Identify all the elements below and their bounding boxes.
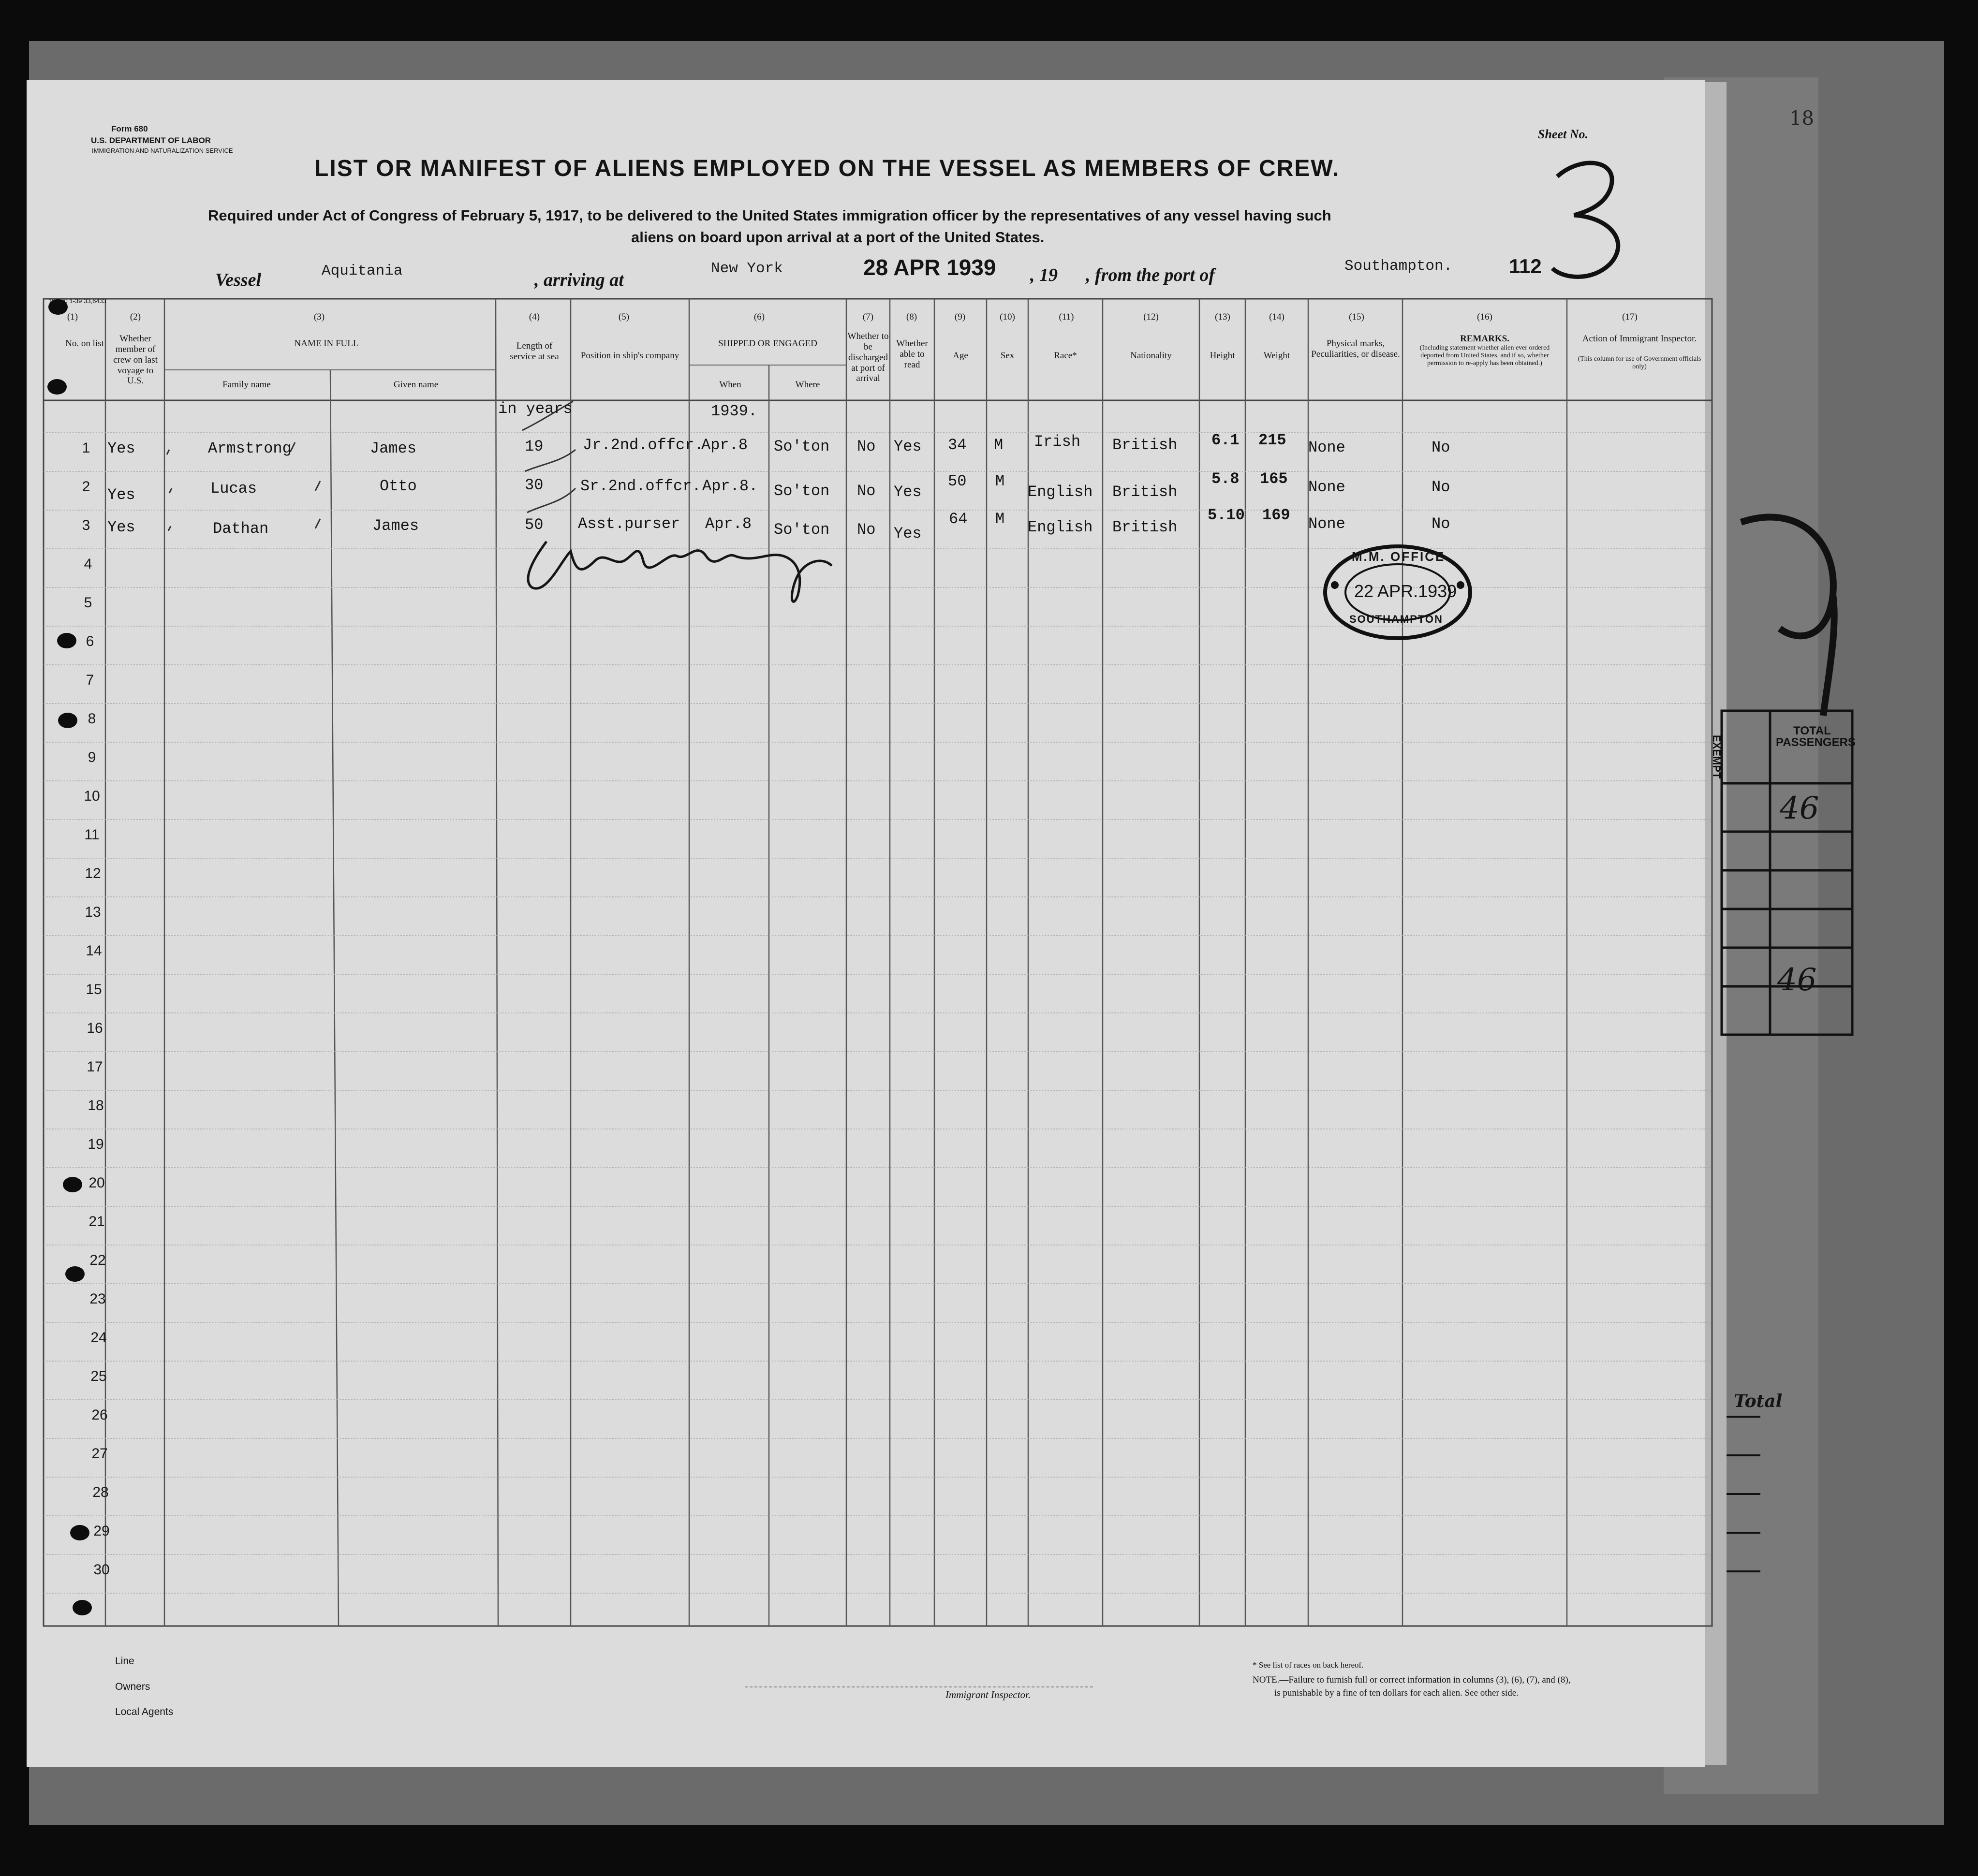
- col-header-weight: Weight: [1263, 351, 1290, 361]
- footer-owners-label: Owners: [115, 1681, 150, 1692]
- row1-weight: 215: [1258, 431, 1286, 449]
- corner-pencil-number: 18: [1789, 107, 1814, 130]
- footer-note-races: * See list of races on back hereof.: [1253, 1660, 1364, 1670]
- row2-shipped-where: So'ton: [774, 482, 830, 500]
- subtitle-line-2: aliens on board upon arrival at a port of the United States.: [631, 229, 1045, 246]
- row-number: 28: [92, 1484, 109, 1500]
- row-number: 14: [86, 943, 102, 959]
- row3-family-name: Dathan: [213, 520, 269, 538]
- row-number: 1: [82, 440, 90, 456]
- col-header-inspector-action: Action of Immigrant Inspector.: [1582, 334, 1697, 344]
- row2-family-name: Lucas: [210, 480, 257, 498]
- row3-nationality: British: [1112, 518, 1178, 536]
- col-number-10: (10): [1000, 312, 1015, 322]
- tally-value-2: 46: [1777, 962, 1817, 998]
- col-header-remarks: REMARKS.: [1460, 334, 1509, 344]
- sub-header-given-name: Given name: [393, 380, 439, 390]
- row1-shipped-where: So'ton: [774, 438, 830, 455]
- year-label: , 19: [1030, 265, 1058, 285]
- inspector-note: (This column for use of Government officials only): [1578, 355, 1701, 371]
- sheet-number-text: [1557, 160, 1558, 161]
- col-header-last-voyage: Whether member of crew on last voyage to U.S.: [113, 334, 158, 386]
- sub-header-when: When: [719, 380, 741, 390]
- col-header-able-to-read: Whether able to read: [896, 338, 928, 370]
- row2-race: English: [1028, 483, 1093, 501]
- tally-side-word: Total: [1734, 1391, 1783, 1411]
- row3-race: English: [1028, 518, 1093, 536]
- row1-physical-marks: None: [1308, 439, 1345, 456]
- print-code: 10,000 1-39 33,6433: [48, 297, 106, 305]
- row-number: 30: [93, 1562, 110, 1578]
- row-number: 18: [88, 1098, 104, 1114]
- row3-shipped-when: Apr.8: [705, 515, 752, 533]
- row3-remarks: No: [1432, 515, 1450, 533]
- row1-given-name: James: [370, 440, 417, 457]
- arrival-date-stamp: 28 APR 1939: [863, 255, 996, 280]
- col-number-14: (14): [1269, 312, 1284, 322]
- col-header-physical-marks: Physical marks, Peculiarities, or disease.: [1311, 338, 1400, 359]
- col-number-16: (16): [1477, 312, 1492, 322]
- row1-shipped-when: Apr.8: [701, 436, 748, 454]
- row2-height: 5.8: [1211, 470, 1240, 488]
- service-name: IMMIGRATION AND NATURALIZATION SERVICE: [92, 147, 233, 154]
- col-number-7: (7): [862, 312, 874, 322]
- row-number: 15: [86, 982, 102, 997]
- row-number: 29: [93, 1523, 110, 1539]
- row1-sex: M: [994, 436, 1004, 454]
- col-number-13: (13): [1215, 312, 1230, 322]
- department-name: U.S. DEPARTMENT OF LABOR: [91, 136, 211, 145]
- tally-value-1: 46: [1780, 791, 1819, 826]
- footer-line-label: Line: [115, 1656, 134, 1667]
- row-number: 8: [88, 711, 96, 727]
- row1-position: Jr.2nd.offcr.: [583, 436, 704, 454]
- row2-shipped-when: Apr.8.: [702, 477, 758, 495]
- row-number: 12: [85, 865, 101, 881]
- service-unit-note: in years: [498, 400, 573, 418]
- row-number: 4: [84, 556, 92, 572]
- row1-height: 6.1: [1211, 431, 1240, 449]
- row1-service-years: 19: [525, 438, 544, 455]
- vessel-name: Aquitania: [322, 263, 403, 279]
- row-number: 21: [89, 1214, 105, 1230]
- row-number: 3: [82, 517, 90, 533]
- row1-remarks: No: [1432, 439, 1450, 456]
- row1-age: 34: [948, 436, 967, 454]
- col-number-6: (6): [753, 312, 765, 322]
- col-number-15: (15): [1349, 312, 1364, 322]
- col-number-11: (11): [1059, 312, 1074, 322]
- col-number-17: (17): [1622, 312, 1638, 322]
- row-number: 5: [84, 595, 92, 611]
- col-number-2: (2): [130, 312, 141, 322]
- inspector-signature-line: [745, 1686, 1093, 1687]
- row-number: 25: [90, 1368, 107, 1384]
- col-header-age: Age: [953, 351, 968, 361]
- col-number-4: (4): [529, 312, 540, 322]
- row3-discharged: No: [857, 521, 876, 539]
- col-number-9: (9): [954, 312, 966, 322]
- row3-height: 5.10: [1208, 506, 1245, 524]
- row-number: 2: [82, 479, 90, 495]
- row2-position: Sr.2nd.offcr.: [580, 477, 701, 495]
- row-number: 10: [84, 788, 100, 804]
- col-header-height: Height: [1210, 351, 1235, 361]
- row-number: 6: [86, 633, 94, 649]
- row-number: 7: [86, 672, 94, 688]
- row2-able-to-read: Yes: [894, 483, 922, 501]
- remarks-note: (Including statement whether alien ever ordered deported from United States, and if so, whether permission to re-apply has been obtained.): [1419, 344, 1550, 367]
- col-header-name-in-full: NAME IN FULL: [294, 338, 359, 349]
- subtitle-line-1: Required under Act of Congress of February 5, 1917, to be delivered to the United States immigration officer by the representatives of any vessel having such: [208, 207, 1331, 224]
- row1-last-voyage: Yes: [107, 440, 135, 457]
- row3-position: Asst.purser: [578, 515, 680, 533]
- row-number: 22: [89, 1252, 106, 1268]
- col-header-race: Race*: [1054, 351, 1077, 361]
- col-header-position: Position in ship's company: [580, 351, 679, 361]
- arriving-label: , arriving at: [534, 270, 624, 290]
- row1-discharged: No: [857, 438, 876, 455]
- col-header-discharged: Whether to be discharged at port of arrival: [847, 331, 889, 384]
- col-header-sex: Sex: [1000, 351, 1015, 361]
- sub-header-family-name: Family name: [222, 380, 271, 390]
- row-number: 26: [91, 1407, 108, 1423]
- shipped-year: 1939.: [711, 402, 758, 420]
- row3-age: 64: [949, 510, 968, 528]
- col-number-8: (8): [906, 312, 917, 322]
- tally-exempt-label: EXEMPT: [1711, 735, 1723, 779]
- row3-last-voyage: Yes: [107, 518, 135, 536]
- from-port-label: , from the port of: [1086, 265, 1215, 285]
- page-title: LIST OR MANIFEST OF ALIENS EMPLOYED ON THE VESSEL AS MEMBERS OF CREW.: [314, 156, 1340, 181]
- row2-service-years: 30: [525, 476, 544, 494]
- list-number: 112: [1509, 255, 1542, 278]
- row3-weight: 169: [1262, 506, 1290, 524]
- footer-inspector-label: Immigrant Inspector.: [945, 1689, 1031, 1700]
- row2-remarks: No: [1432, 478, 1450, 496]
- row2-nationality: British: [1112, 483, 1178, 501]
- row3-able-to-read: Yes: [894, 525, 922, 542]
- stamp-bottom-text: SOUTHAMPTON: [1349, 613, 1443, 625]
- arriving-port: New York: [711, 260, 783, 277]
- from-port: Southampton.: [1344, 258, 1453, 275]
- row-number: 19: [88, 1136, 104, 1152]
- sheet-no-label: Sheet No.: [1538, 127, 1588, 141]
- row1-family-name: Armstrong: [208, 440, 292, 457]
- row2-given-name: Otto: [380, 477, 417, 495]
- row1-able-to-read: Yes: [894, 438, 922, 455]
- row3-physical-marks: None: [1308, 515, 1345, 533]
- row-number: 27: [91, 1446, 108, 1462]
- row-number: 11: [84, 827, 100, 843]
- row2-weight: 165: [1260, 470, 1288, 488]
- col-number-3: (3): [313, 312, 325, 322]
- row2-discharged: No: [857, 482, 876, 500]
- tally-total-passengers-label: TOTAL PASSENGERS: [1776, 724, 1856, 749]
- stamp-top-text: M.M. OFFICE: [1352, 549, 1446, 564]
- row3-service-years: 50: [525, 516, 544, 534]
- col-header-no-on-list: No. on list: [65, 338, 104, 349]
- row-number: 20: [89, 1175, 105, 1191]
- row-number: 24: [90, 1330, 107, 1346]
- row1-nationality: British: [1112, 436, 1178, 454]
- footer-agents-label: Local Agents: [115, 1706, 174, 1717]
- row-number: 9: [88, 749, 96, 765]
- footer-note-penalty-cont: is punishable by a fine of ten dollars for each alien. See other side.: [1274, 1688, 1519, 1698]
- sub-header-where: Where: [795, 380, 820, 390]
- row3-sex: M: [995, 510, 1005, 528]
- row-number: 16: [87, 1020, 103, 1036]
- row2-last-voyage: Yes: [107, 486, 135, 504]
- col-number-12: (12): [1143, 312, 1159, 322]
- row-number: 23: [89, 1291, 106, 1307]
- stamp-date: 22 APR.1939: [1354, 581, 1457, 601]
- col-number-1: (1): [67, 312, 78, 322]
- row2-age: 50: [948, 472, 967, 490]
- row3-given-name: James: [372, 517, 419, 535]
- col-header-nationality: Nationality: [1130, 351, 1172, 361]
- row-number: 13: [85, 904, 101, 920]
- col-number-5: (5): [618, 312, 630, 322]
- col-header-shipped-engaged: SHIPPED OR ENGAGED: [718, 338, 817, 349]
- row3-shipped-where: So'ton: [774, 521, 830, 539]
- row1-race: Irish: [1034, 433, 1081, 451]
- row2-physical-marks: None: [1308, 478, 1345, 496]
- form-number: Form 680: [111, 124, 148, 133]
- footer-note-penalty: NOTE.—Failure to furnish full or correct information in columns (3), (6), (7), and (8),: [1253, 1675, 1571, 1685]
- col-header-length-of-service: Length of service at sea: [510, 341, 559, 362]
- row-number: 17: [87, 1059, 103, 1075]
- vessel-label: Vessel: [215, 270, 261, 290]
- row2-sex: M: [995, 472, 1005, 490]
